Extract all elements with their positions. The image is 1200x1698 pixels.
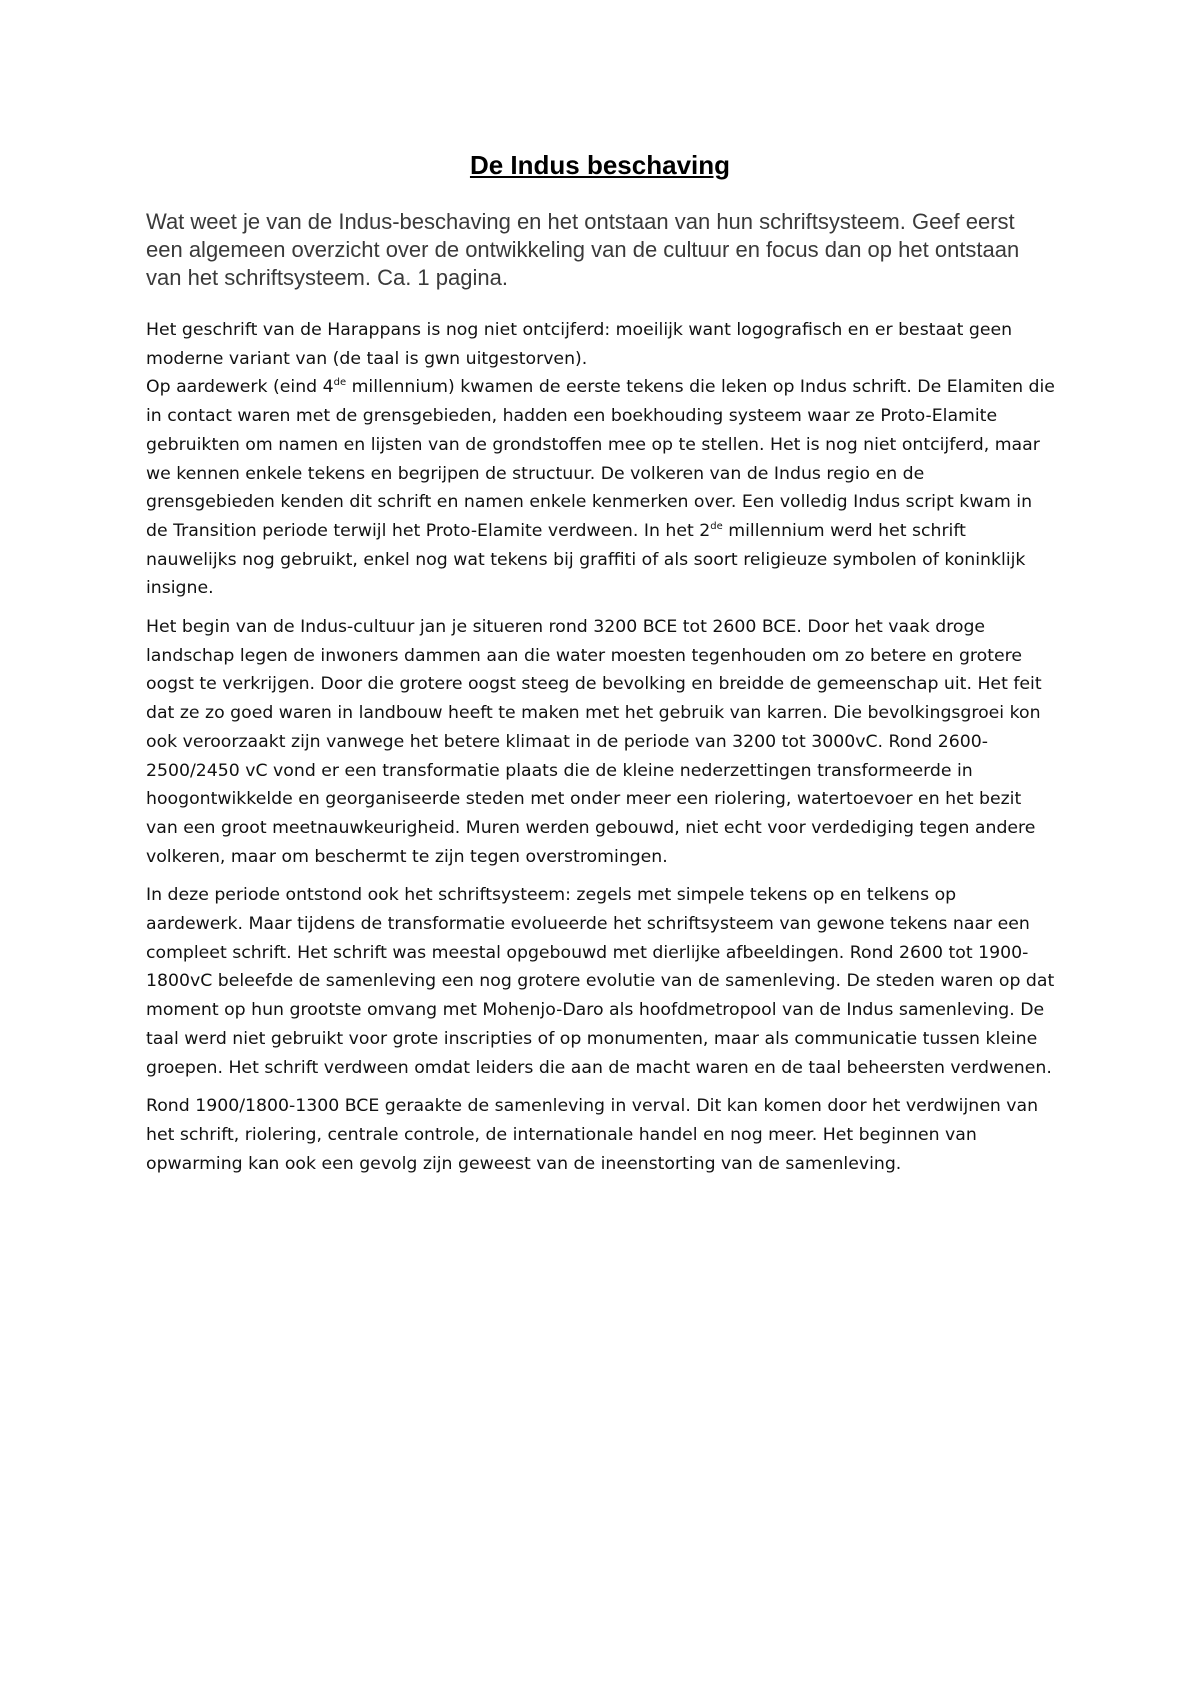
superscript: de xyxy=(333,377,347,389)
assignment-prompt: Wat weet je van de Indus-beschaving en het ontstaan van hun schriftsysteem. Geef eerst een algemeen overzicht over de ontwikkeling van de cultuur en focus dan op het ontstaan van het schriftsysteem. Ca. 1 pagina. xyxy=(146,209,1020,290)
paragraph-culture-origin: Het begin van de Indus-cultuur jan je situeren rond 3200 BCE tot 2600 BCE. Door het vaak droge landschap legen de inwoners dammen aan die water moesten tegenhouden om zo betere en grotere oogst te verkrijgen. Door die grotere oogst steeg de bevolking en breidde de gemeenschap uit. Het feit dat ze zo goed waren in landbouw heeft te maken met het gebruik van karren. Die bevolkingsgroei kon ook veroorzaakt zijn vanwege het betere klimaat in de periode van 3200 tot 3000vC. Rond 2600-2500/2450 vC vond er een transformatie plaats die de kleine nederzettingen transformeerde in hoogontwikkelde en georganiseerde steden met onder meer een riolering, watertoevoer en het bezit van een groot meetnauwkeurigheid. Muren werden gebouwd, niet echt voor verdediging tegen andere volkeren, maar om beschermt te zijn tegen overstromingen. xyxy=(146,617,1042,867)
page-title: De Indus beschaving xyxy=(469,150,731,180)
essay-body xyxy=(146,316,1056,1188)
paragraph-decline: Rond 1900/1800-1300 BCE geraakte de samenleving in verval. Dit kan komen door het verdwijnen van het schrift, riolering, centrale controle, de internationale handel en nog meer. Het beginnen van opwarming kan ook een gevolg zijn geweest van de ineenstorting van de samenleving. xyxy=(146,1096,1039,1174)
paragraph-pottery-signs xyxy=(146,373,1056,603)
paragraph-text: Op aardewerk (eind 4 xyxy=(146,377,334,398)
paragraph-writing-undeciphered: Het geschrift van de Harappans is nog niet ontcijferd: moeilijk want logografisch en er bestaat geen moderne variant van (de taal is gwn uitgestorven). xyxy=(146,320,1013,369)
paragraph-text: millennium) kwamen de eerste tekens die leken op Indus schrift. De Elamiten die in contact waren met de grensgebieden, hadden een boekhouding systeem waar ze Proto-Elamite gebruikten om namen en lijsten van de grondstoffen mee op te stellen. Het is nog niet ontcijferd, maar we kennen enkele tekens en begrijpen de structuur. De volkeren van de Indus regio en de grensgebieden kenden dit schrift en namen enkele kenmerken over. Een volledig Indus script kwam in de Transition periode terwijl het Proto-Elamite verdween. In het 2 xyxy=(146,377,1055,541)
paragraph-writing-system: In deze periode ontstond ook het schriftsysteem: zegels met simpele tekens op en telkens op aardewerk. Maar tijdens de transformatie evolueerde het schriftsysteem van gewone tekens naar een compleet schrift. Het schrift was meestal opgebouwd met dierlijke afbeeldingen. Rond 2600 tot 1900-1800vC beleefde de samenleving een nog grotere evolutie van de samenleving. De steden waren op dat moment op hun grootste omvang met Mohenjo-Daro als hoofdmetropool van de Indus samenleving. De taal werd niet gebruikt voor grote inscripties of op monumenten, maar als communicatie tussen kleine groepen. Het schrift verdween omdat leiders die aan de macht waren en de taal beheersten verdwenen. xyxy=(146,885,1055,1078)
paragraph-text: millennium werd het schrift nauwelijks nog gebruikt, enkel nog wat tekens bij graffiti of als soort religieuze symbolen of koninklijk insigne. xyxy=(146,520,1026,599)
superscript: de xyxy=(710,521,723,533)
